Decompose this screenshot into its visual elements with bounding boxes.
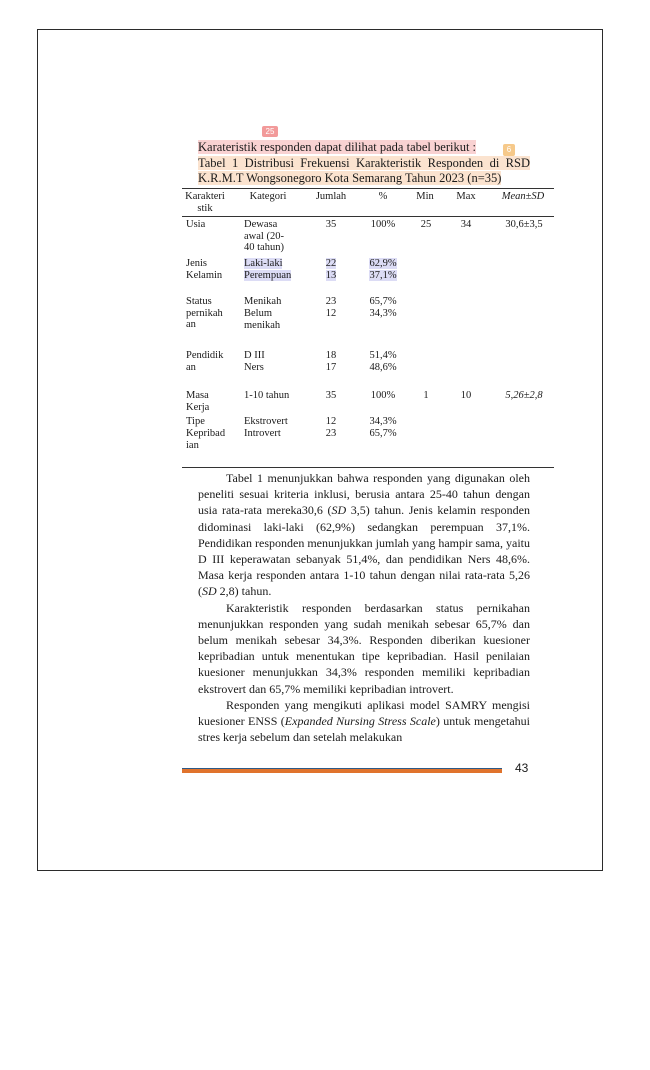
cell-char: Status pernikah an <box>186 296 223 330</box>
cell-n: 23 <box>325 428 337 439</box>
intro-sentence: Karateristik responden dapat dilihat pada tabel berikut : <box>198 140 477 154</box>
table-bottom-rule <box>182 467 554 468</box>
cell-cat: Laki-laki <box>244 258 283 269</box>
cell-pct: 62,9% <box>369 258 397 269</box>
cell-pct: 100% <box>370 219 396 230</box>
header-max: Max <box>456 191 476 202</box>
cell-n: 17 <box>325 362 337 373</box>
cell-min: 25 <box>420 219 432 230</box>
header-meansd: Mean±SD <box>501 191 545 202</box>
cell-pct: 65,7% <box>369 428 397 439</box>
page-number: 43 <box>515 761 529 775</box>
cell-n: 23 <box>325 296 337 307</box>
footer-rule <box>182 768 502 773</box>
paragraph-3: Responden yang mengikuti aplikasi model SAMRY mengisi kuesioner ENSS (Expanded Nursing Stress Scale) untuk mengetahui stres kerja sebelum dan setelah melakukan <box>198 697 530 745</box>
cell-cat: Dewasa awal (20- 40 tahun) <box>244 219 284 253</box>
cell-n: 35 <box>325 219 337 230</box>
cell-char: Pendidik an <box>186 350 224 373</box>
cell-cat: Perempuan <box>244 270 292 281</box>
cell-n: 13 <box>325 270 337 281</box>
cell-cat: 1-10 tahun <box>244 390 290 401</box>
header-karakteristik: Karakteri stik <box>185 191 225 214</box>
header-jumlah: Jumlah <box>315 191 347 202</box>
cell-n: 12 <box>325 308 337 319</box>
table-top-rule <box>182 188 554 189</box>
cell-n: 18 <box>325 350 337 361</box>
cell-cat: D III <box>244 350 265 361</box>
cell-cat: Belum menikah <box>244 308 281 331</box>
cell-cat: Introvert <box>244 428 281 439</box>
cell-cat: Ekstrovert <box>244 416 288 427</box>
header-min: Min <box>416 191 434 202</box>
header-persen: % <box>378 191 388 202</box>
cell-char: Kepribad ian <box>186 428 226 451</box>
cell-char: Kelamin <box>186 270 223 281</box>
body-text <box>198 470 530 745</box>
cell-pct: 48,6% <box>369 362 397 373</box>
cell-max: 34 <box>460 219 472 230</box>
header-kategori: Kategori <box>249 191 287 202</box>
cell-char: Masa Kerja <box>186 390 210 413</box>
cell-pct: 37,1% <box>369 270 397 281</box>
cell-pct: 100% <box>370 390 396 401</box>
cell-n: 12 <box>325 416 337 427</box>
paragraph-2: Karakteristik responden berdasarkan status pernikahan menunjukkan responden yang sudah menikah sebesar 65,7% dan belum menikah sebesar 34,3%. Responden diberikan kuesioner kepribadian untuk menentukan tipe kepribadian. Hasil penilaian kuesioner menunjukkan 34,3% responden memiliki kepribadian ekstrovert dan 65,7% memiliki kepribadian introvert. <box>198 600 530 696</box>
table-caption: Tabel 1 Distribusi Frekuensi Karakteristik Responden di RSD K.R.M.T Wongsonegoro Kota Semarang Tahun 2023 (n=35) <box>198 156 530 185</box>
cell-pct: 51,4% <box>369 350 397 361</box>
cell-pct: 34,3% <box>369 416 397 427</box>
cell-min: 1 <box>423 390 429 401</box>
cell-n: 35 <box>325 390 337 401</box>
cell-pct: 34,3% <box>369 308 397 319</box>
paragraph-1: Tabel 1 menunjukkan bahwa responden yang digunakan oleh peneliti sesuai kriteria inklusi, berusia antara 25-40 tahun dengan usia rata-rata mereka30,6 (SD 3,5) tahun. Jenis kelamin responden didominasi laki-laki (62,9%) sedangkan perempuan 37,1%. Pendidikan responden menunjukkan jumlah yang hampir sama, yaitu D III keperawatan sebanyak 51,4%, dan pendidikan Ners 48,6%. Masa kerja responden antara 1-10 tahun dengan nilai rata-rata 5,26 (SD 2,8) tahun. <box>198 471 530 599</box>
cell-n: 22 <box>325 258 337 269</box>
cell-cat: Menikah <box>244 296 282 307</box>
cell-meansd: 5,26±2,8 <box>505 390 543 401</box>
document-page <box>37 29 603 871</box>
table-header-rule <box>182 216 554 217</box>
comment-marker-red[interactable]: 25 <box>262 126 278 137</box>
cell-max: 10 <box>460 390 472 401</box>
cell-pct: 65,7% <box>369 296 397 307</box>
cell-char: Tipe <box>186 416 205 427</box>
cell-char: Jenis <box>186 258 207 269</box>
cell-meansd: 30,6±3,5 <box>505 219 543 230</box>
comment-marker-orange[interactable]: 6 <box>503 144 515 156</box>
cell-cat: Ners <box>244 362 264 373</box>
cell-char: Usia <box>186 219 206 230</box>
